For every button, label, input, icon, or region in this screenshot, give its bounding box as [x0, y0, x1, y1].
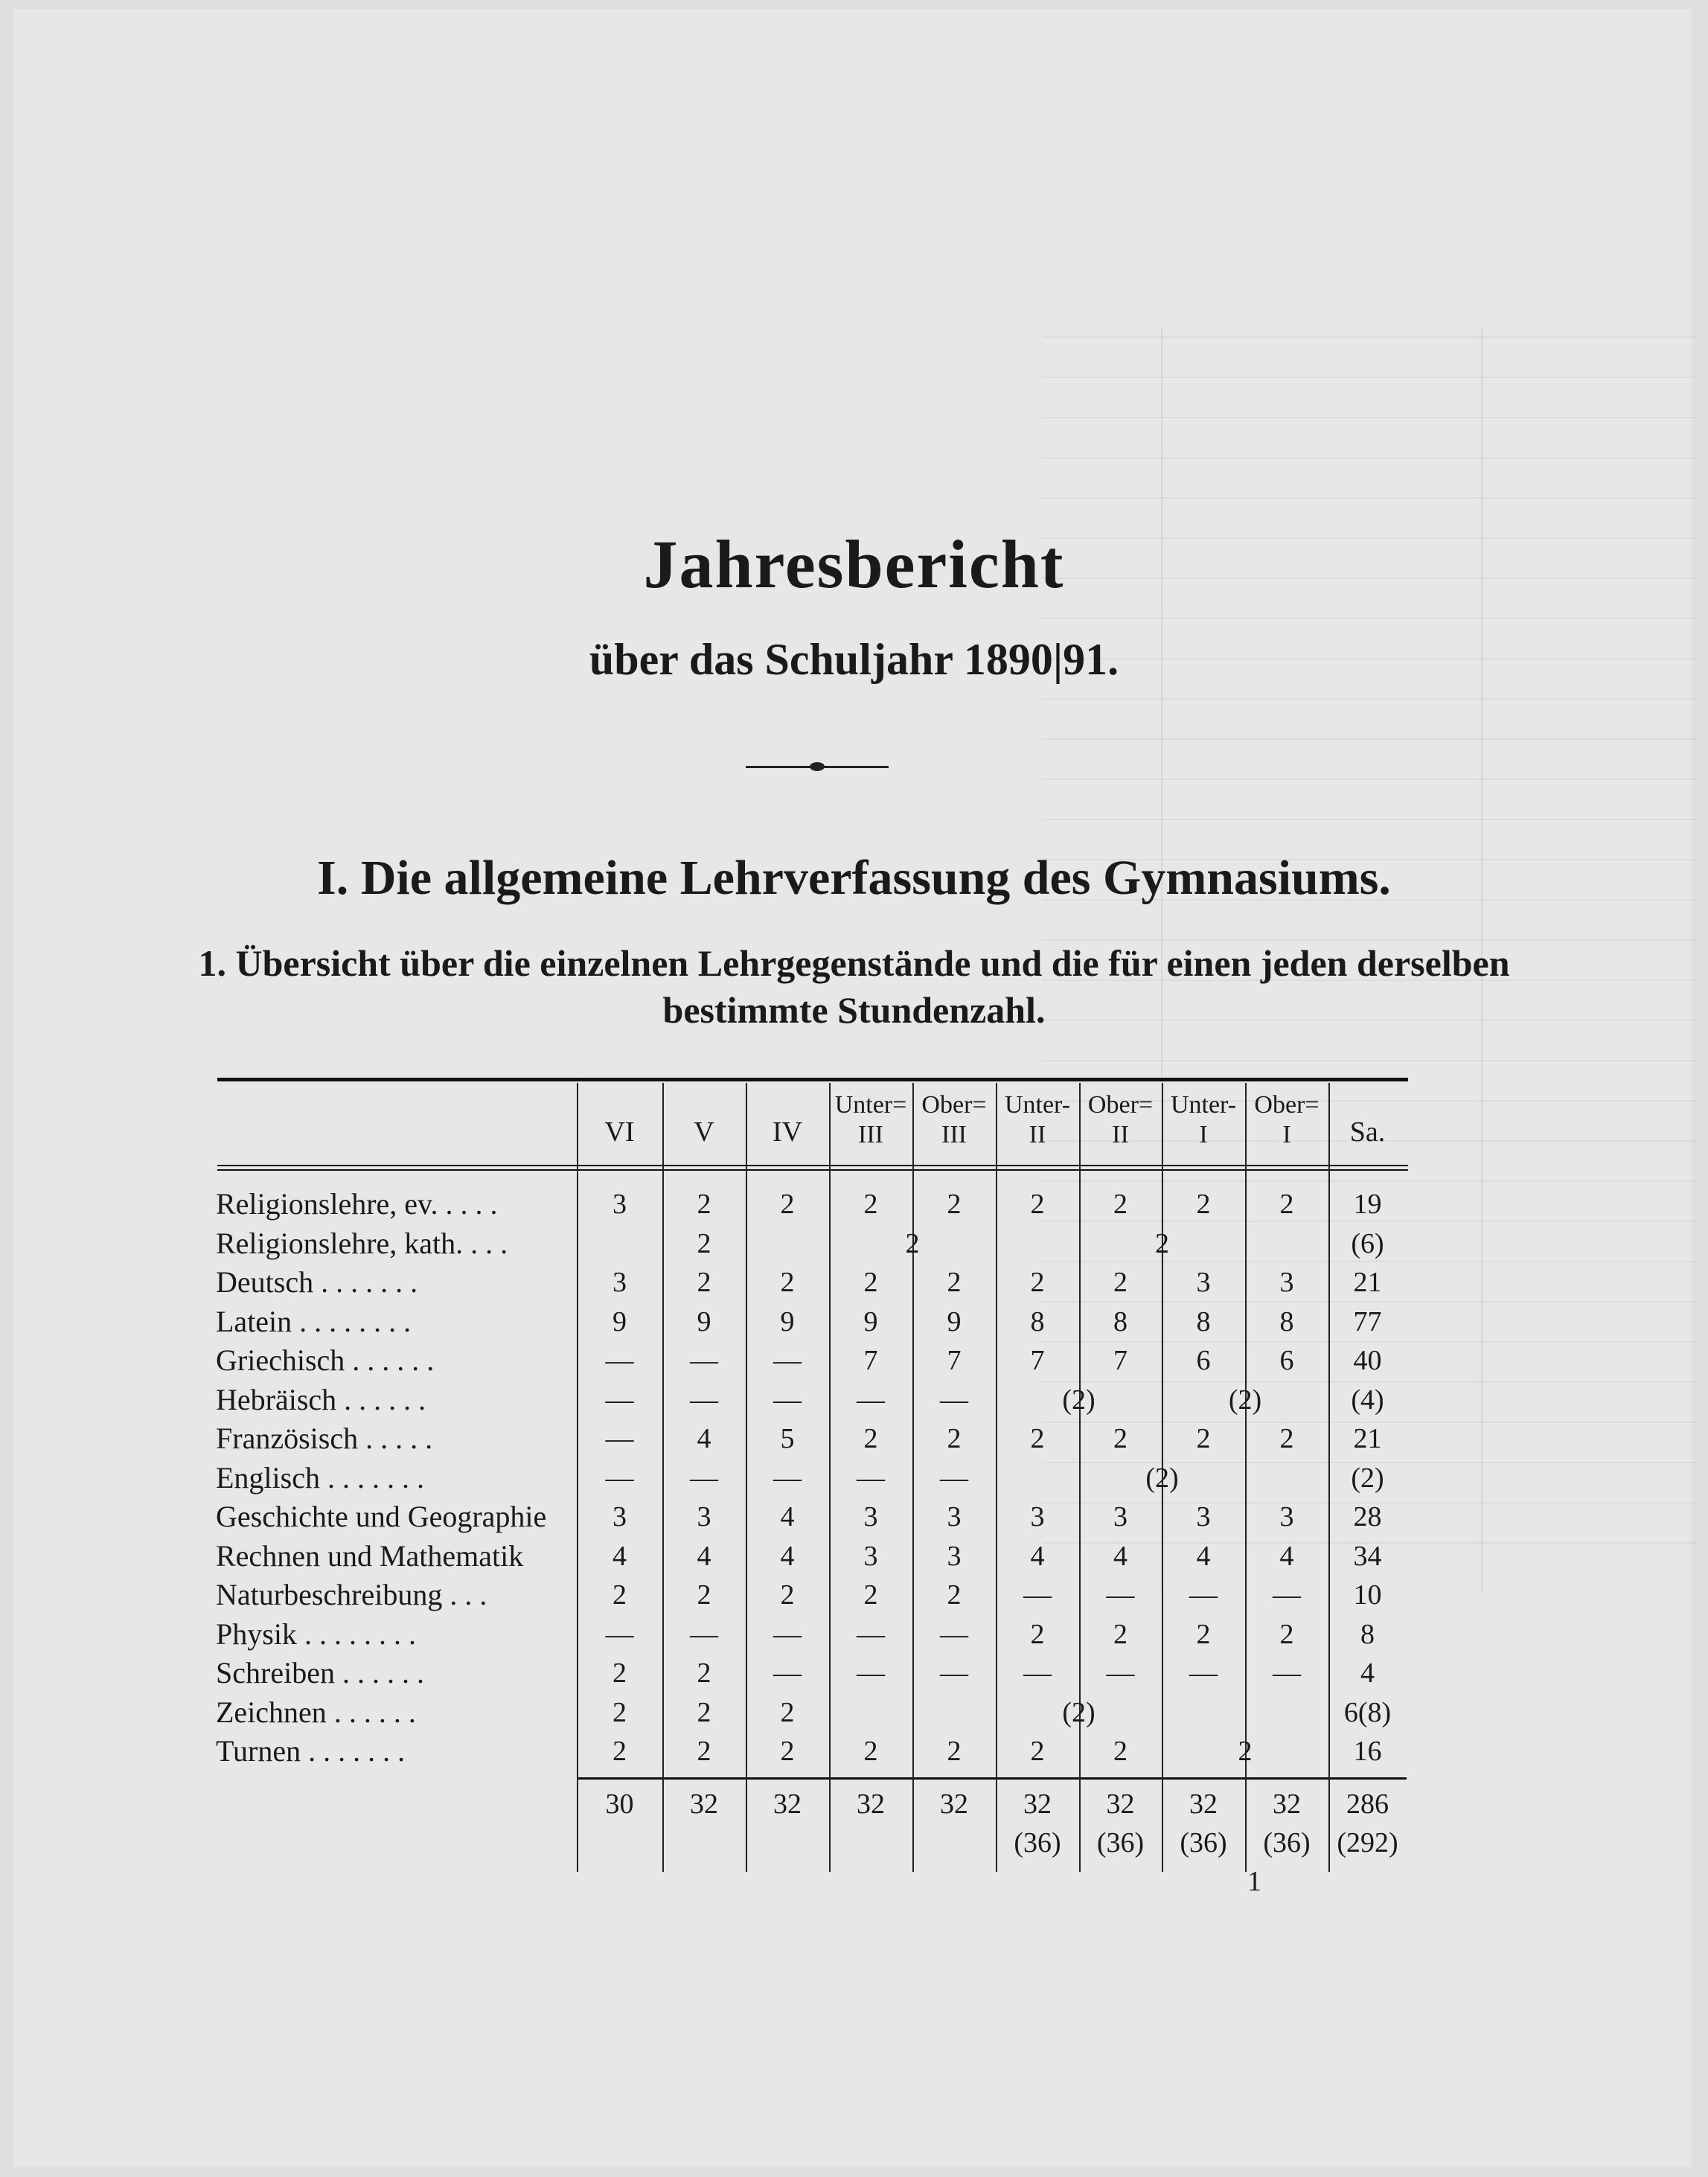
table-cell: 21 [1353, 1423, 1382, 1454]
total-alt-cell: (292) [1337, 1826, 1398, 1858]
table-cell: 2 [1030, 1189, 1045, 1220]
table-cell: 3 [1196, 1501, 1211, 1532]
table-cell: 2 [1196, 1423, 1211, 1454]
table-cell: — [1023, 1579, 1052, 1611]
table-cell: — [1273, 1579, 1301, 1611]
leader-dots: . . . . . . [345, 1343, 435, 1377]
page-number: 1 [1247, 1866, 1261, 1897]
subject-label [216, 1732, 405, 1771]
section-subtitle-line: bestimmte Stundenzahl. [662, 989, 1046, 1031]
page-title: Jahresbericht [643, 526, 1065, 602]
table-cell: 6 [1279, 1345, 1294, 1376]
table-cell: 2 [1113, 1618, 1128, 1650]
subject-label [216, 1654, 424, 1692]
table-cell: — [773, 1345, 802, 1376]
column-header-top: Ober= [921, 1091, 987, 1119]
table-cell: 3 [1030, 1501, 1045, 1532]
table-cell: 2 [780, 1267, 795, 1298]
table-cell: 4 [612, 1540, 627, 1572]
subject-name: Geschichte und Geographie [216, 1500, 547, 1533]
subject-name: Französisch [216, 1422, 359, 1455]
total-cell: 32 [940, 1788, 968, 1820]
table-cell: — [605, 1462, 634, 1494]
table-cell: 2 [697, 1696, 711, 1728]
table-cell: 8 [1030, 1305, 1045, 1337]
column-header-top: Unter- [1170, 1091, 1237, 1119]
subject-label [216, 1185, 497, 1224]
table-cell: 2 [1113, 1267, 1128, 1298]
table-cell: 77 [1353, 1305, 1382, 1337]
table-cell: — [773, 1462, 802, 1494]
table-cell: 2 [1113, 1423, 1128, 1454]
table-cell: — [773, 1657, 802, 1689]
table-cell: 4 [780, 1501, 795, 1532]
table-cell: 3 [1279, 1501, 1294, 1532]
table-cell: (2) [1145, 1462, 1179, 1494]
table-cell: 3 [947, 1501, 962, 1532]
subject-name: Religionslehre, ev. [216, 1187, 438, 1221]
table-cell: — [1106, 1657, 1135, 1689]
table-cell: 7 [1030, 1345, 1045, 1376]
table-cell: 4 [697, 1540, 711, 1572]
subject-name: Englisch [216, 1460, 320, 1495]
subject-name: Schreiben [216, 1656, 335, 1690]
table-cell: — [605, 1384, 634, 1416]
table-cell: — [857, 1657, 885, 1689]
subject-name: Religionslehre, kath. [216, 1226, 464, 1260]
table-cell: 40 [1353, 1345, 1382, 1376]
table-cell: (2) [1062, 1696, 1096, 1728]
table-cell: 3 [1196, 1267, 1211, 1298]
table-cell: 2 [905, 1227, 920, 1259]
table-cell: (4) [1351, 1384, 1384, 1416]
header-rule [217, 1165, 1408, 1166]
section-subtitle-line: 1. Übersicht über die einzelnen Lehrgegenstände und die für einen jeden derselben [198, 942, 1510, 984]
column-header-top: Unter= [834, 1091, 907, 1119]
table-cell: 3 [863, 1540, 878, 1572]
table-cell: 2 [780, 1736, 795, 1767]
table-cell: 2 [1238, 1736, 1253, 1767]
table-cell: 4 [1030, 1540, 1045, 1572]
subject-label [216, 1459, 424, 1497]
table-cell: 2 [947, 1189, 962, 1220]
table-cell: 2 [612, 1736, 627, 1767]
table-cell: 2 [863, 1579, 878, 1611]
table-cell: 2 [1030, 1736, 1045, 1767]
column-header: I [1282, 1121, 1291, 1148]
table-cell: — [940, 1384, 968, 1416]
total-cell: 32 [773, 1788, 802, 1820]
table-cell: — [857, 1462, 885, 1494]
table-cell: 2 [697, 1579, 711, 1611]
table-cell: 2 [697, 1267, 711, 1298]
subject-label [216, 1537, 523, 1576]
table-cell: 2 [1113, 1736, 1128, 1767]
leader-dots: . . . . . . [336, 1382, 426, 1416]
table-cell: — [773, 1618, 802, 1650]
header-rule [217, 1169, 1408, 1171]
subject-label [216, 1302, 411, 1341]
table-cell: — [940, 1618, 968, 1650]
total-cell: 32 [1106, 1788, 1135, 1820]
table-cell: 2 [1196, 1618, 1211, 1650]
column-header: II [1029, 1121, 1046, 1148]
subject-name: Naturbeschreibung [216, 1578, 443, 1611]
table-cell: 3 [947, 1540, 962, 1572]
table-cell: — [690, 1618, 718, 1650]
table-cell: (6) [1351, 1227, 1384, 1259]
table-cell: 2 [863, 1423, 878, 1454]
subject-name: Hebräisch [216, 1382, 337, 1416]
table-cell: 2 [780, 1696, 795, 1728]
table-cell: — [605, 1345, 634, 1376]
table-cell: 5 [780, 1423, 795, 1454]
table-cell: 2 [1279, 1618, 1294, 1650]
total-cell: 32 [1023, 1788, 1052, 1820]
table-cell: 2 [1030, 1423, 1045, 1454]
table-cell: 2 [1030, 1618, 1045, 1650]
subject-name: Griechisch [216, 1343, 345, 1377]
total-cell: 30 [605, 1788, 634, 1820]
page-subtitle: über das Schuljahr 1890|91. [589, 635, 1119, 684]
table-cell: 4 [1360, 1657, 1375, 1689]
leader-dots: . . . . . . . [301, 1734, 406, 1768]
leader-dots: . . . . . . [334, 1656, 424, 1690]
leader-dots: . . . . . . . [313, 1265, 418, 1299]
column-header-top: Unter- [1004, 1091, 1071, 1119]
leader-dots: . . . [463, 1226, 508, 1260]
table-cell: 21 [1353, 1267, 1382, 1298]
table-cell: 2 [863, 1267, 878, 1298]
table-cell: 4 [1113, 1540, 1128, 1572]
subject-name: Rechnen und Mathematik [216, 1538, 524, 1573]
table-cell: 2 [780, 1579, 795, 1611]
total-cell: 32 [690, 1788, 718, 1820]
table-cell: 16 [1353, 1736, 1382, 1767]
table-cell: 9 [863, 1305, 878, 1337]
table-cell: 10 [1353, 1579, 1382, 1611]
total-cell: 32 [1189, 1788, 1218, 1820]
table-cell: — [605, 1618, 634, 1650]
column-header: Sa. [1349, 1116, 1386, 1148]
table-cell: 3 [612, 1189, 627, 1220]
table-cell: 2 [863, 1736, 878, 1767]
table-cell: 2 [947, 1267, 962, 1298]
table-cell: 2 [1113, 1189, 1128, 1220]
subject-label [216, 1497, 546, 1536]
total-cell: 32 [1273, 1788, 1301, 1820]
table-cell: — [1106, 1579, 1135, 1611]
subject-label [216, 1615, 416, 1654]
column-header: III [941, 1121, 967, 1148]
table-cell: 2 [780, 1189, 795, 1220]
table-cell: 8 [1360, 1618, 1375, 1650]
table-cell: — [690, 1462, 718, 1494]
subject-name: Zeichnen [216, 1695, 327, 1729]
table-cell: 3 [1113, 1501, 1128, 1532]
subject-name: Deutsch [216, 1265, 314, 1299]
table-cell: 3 [863, 1501, 878, 1532]
table-cell: 3 [612, 1267, 627, 1298]
table-cell: 2 [612, 1696, 627, 1728]
table-cell: 8 [1196, 1305, 1211, 1337]
table-cell: 6 [1196, 1345, 1211, 1376]
subject-label [216, 1693, 416, 1732]
table-cell: 28 [1353, 1501, 1382, 1532]
table-cell: 7 [863, 1345, 878, 1376]
table-cell: 2 [1155, 1227, 1169, 1259]
table-cell: — [1273, 1657, 1301, 1689]
table-cell: 2 [1196, 1189, 1211, 1220]
table-cell: — [1189, 1579, 1218, 1611]
table-cell: 4 [697, 1423, 711, 1454]
section-title: I. Die allgemeine Lehrverfassung des Gymnasiums. [317, 851, 1391, 905]
table-top-rule [217, 1078, 1408, 1081]
column-header: IV [772, 1116, 803, 1148]
total-alt-cell: (36) [1096, 1826, 1145, 1858]
table-cell: 8 [1279, 1305, 1294, 1337]
column-header: I [1199, 1121, 1208, 1148]
leader-dots: . . . . [438, 1187, 498, 1221]
leader-dots: . . . . . . . . [296, 1617, 416, 1651]
table-cell: 2 [863, 1189, 878, 1220]
leader-dots: . . . . . . . . [292, 1304, 412, 1338]
table-cell: 3 [697, 1501, 711, 1532]
table-cell: 2 [1279, 1189, 1294, 1220]
table-cell: — [690, 1345, 718, 1376]
table-cell: 6(8) [1343, 1696, 1392, 1728]
leader-dots: . . . . . [358, 1422, 433, 1455]
subject-label [216, 1576, 487, 1614]
table-cell: 2 [612, 1657, 627, 1689]
leader-dots: . . . . . . . [319, 1460, 424, 1495]
table-cell: — [1023, 1657, 1052, 1689]
table-cell: 2 [947, 1423, 962, 1454]
table-cell: 2 [1030, 1267, 1045, 1298]
column-header: III [858, 1121, 883, 1148]
column-header-top: Ober= [1254, 1091, 1320, 1119]
leader-dots: . . . [442, 1578, 487, 1611]
subject-label [216, 1381, 426, 1419]
table-cell: 2 [947, 1736, 962, 1767]
table-cell: 4 [1196, 1540, 1211, 1572]
section-subtitle [149, 940, 1559, 1034]
total-cell: 32 [857, 1788, 885, 1820]
table-cell: 7 [1113, 1345, 1128, 1376]
table-cell: 4 [1279, 1540, 1294, 1572]
table-cell: (2) [1351, 1462, 1384, 1494]
subject-name: Turnen [216, 1734, 301, 1768]
total-alt-cell: (36) [1263, 1826, 1311, 1858]
table-cell: — [605, 1423, 634, 1454]
table-cell: — [940, 1657, 968, 1689]
table-cell: 8 [1113, 1305, 1128, 1337]
table-cell: 9 [947, 1305, 962, 1337]
subject-name: Physik [216, 1617, 297, 1651]
column-header: VI [604, 1116, 635, 1148]
leader-dots: . . . . . . [326, 1695, 416, 1729]
table-cell: — [1189, 1657, 1218, 1689]
table-cell: 19 [1353, 1189, 1382, 1220]
table-cell: 4 [780, 1540, 795, 1572]
table-cell: 2 [1279, 1423, 1294, 1454]
subject-label [216, 1419, 432, 1458]
table-cell: — [773, 1384, 802, 1416]
total-alt-cell: (36) [1180, 1826, 1227, 1858]
table-cell: 2 [947, 1579, 962, 1611]
totals-rule [577, 1777, 1407, 1780]
ornament-divider [746, 766, 889, 768]
total-alt-cell: (36) [1014, 1826, 1061, 1858]
total-cell: 286 [1346, 1788, 1389, 1820]
table-cell: — [857, 1384, 885, 1416]
table-cell: (2) [1062, 1384, 1096, 1416]
table-cell: 2 [697, 1736, 711, 1767]
table-cell: — [857, 1618, 885, 1650]
table-cell: 3 [612, 1501, 627, 1532]
table-cell: 9 [780, 1305, 795, 1337]
subject-label [216, 1263, 418, 1302]
table-cell: 9 [697, 1305, 711, 1337]
subject-name: Latein [216, 1304, 292, 1338]
table-cell: 2 [612, 1579, 627, 1611]
table-cell: 2 [697, 1227, 711, 1259]
subject-label [216, 1224, 508, 1263]
table-cell: (2) [1228, 1384, 1262, 1416]
column-header: II [1112, 1121, 1129, 1148]
table-cell: 9 [612, 1305, 627, 1337]
table-cell: 3 [1279, 1267, 1294, 1298]
column-header-top: Ober= [1087, 1091, 1154, 1119]
table-cell: — [690, 1384, 718, 1416]
table-cell: 2 [697, 1189, 711, 1220]
table-cell: 34 [1353, 1540, 1382, 1572]
table-cell: — [940, 1462, 968, 1494]
subject-label [216, 1341, 434, 1380]
table-cell: 2 [697, 1657, 711, 1689]
column-header: V [694, 1116, 714, 1148]
table-cell: 7 [947, 1345, 962, 1376]
